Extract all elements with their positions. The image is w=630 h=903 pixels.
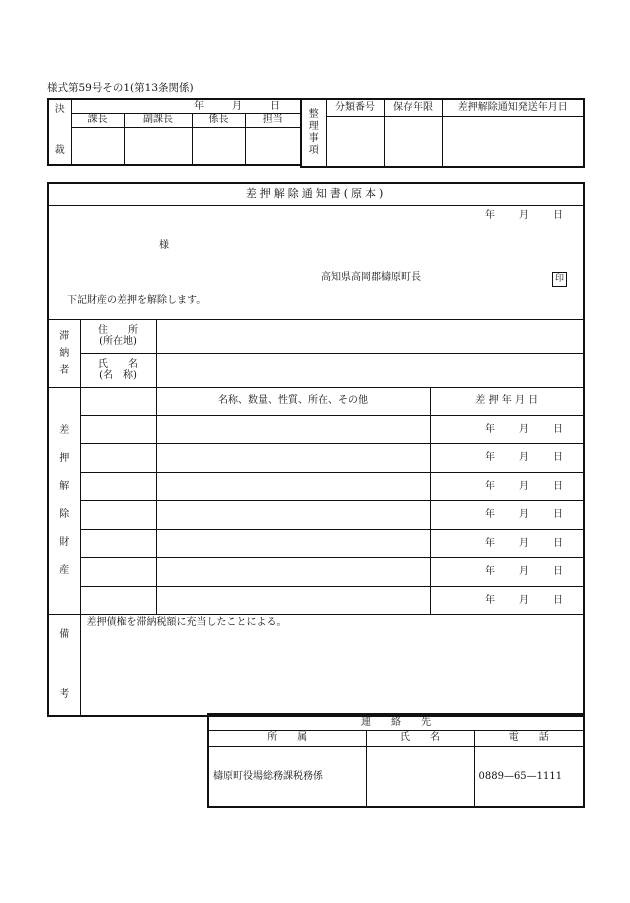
property-date-cell[interactable]: 年 月 日 [430, 415, 584, 444]
contact-header: 所 属 [208, 730, 366, 746]
contact-header: 氏 名 [366, 730, 474, 746]
approval-side-label: 決 裁 [48, 99, 71, 165]
property-desc-cell[interactable] [156, 472, 430, 501]
notice-body-text: 下記財産の差押を解除します。 [67, 294, 207, 306]
property-date-cell[interactable]: 年 月 日 [430, 558, 584, 587]
notice-title: 差押解除通知書(原本) [48, 183, 584, 205]
remarks-field[interactable]: 差押債権を滞納税額に充当したことによる。 [80, 615, 584, 716]
property-number-cell[interactable] [80, 415, 156, 444]
filing-cell[interactable] [442, 116, 584, 167]
form-number-label: 様式第59号その1(第13条関係) [47, 82, 194, 94]
issuer-name: 高知県高岡郡檮原町長 [321, 271, 421, 283]
table-row [48, 558, 584, 587]
filing-side-label: 整 理 事 項 [301, 99, 326, 167]
filing-header: 分類番号 [326, 99, 384, 116]
address-field[interactable] [156, 319, 584, 353]
table-row [48, 501, 584, 530]
contact-phone: 0889—65—1111 [474, 746, 584, 807]
role-label: 係長 [192, 113, 245, 127]
property-desc-cell[interactable] [156, 444, 430, 473]
property-date-header: 差 押 年 月 日 [430, 387, 584, 415]
table-row [48, 529, 584, 558]
stamp-box[interactable] [245, 127, 301, 165]
stamp-box[interactable] [192, 127, 245, 165]
address-label: 住 所 (所在地) [80, 319, 156, 353]
property-number-cell[interactable] [80, 472, 156, 501]
filing-header: 差押解除通知発送年月日 [442, 99, 584, 116]
property-number-cell[interactable] [80, 501, 156, 530]
filing-cell[interactable] [384, 116, 442, 167]
property-date-cell[interactable]: 年 月 日 [430, 444, 584, 473]
delinquent-side-label: 滞 納 者 [48, 319, 80, 387]
filing-table [300, 98, 585, 168]
role-label: 担当 [245, 113, 301, 127]
contact-header: 電 話 [474, 730, 584, 746]
remarks-side-label: 備 考 [48, 615, 80, 716]
property-date-cell[interactable]: 年 月 日 [430, 586, 584, 615]
table-row [48, 586, 584, 615]
property-number-cell[interactable] [80, 558, 156, 587]
property-date-cell[interactable]: 年 月 日 [430, 529, 584, 558]
stamp-box[interactable] [71, 127, 124, 165]
filing-cell[interactable] [326, 116, 384, 167]
property-number-cell[interactable] [80, 529, 156, 558]
addressee-suffix: 様 [159, 239, 169, 251]
property-number-cell[interactable] [80, 444, 156, 473]
approval-table [47, 98, 302, 166]
property-desc-header: 名称、数量、性質、所在、その他 [156, 387, 430, 415]
property-side-label: 差 押 解 除 財 産 [48, 387, 80, 615]
table-row [48, 444, 584, 473]
role-label: 課長 [71, 113, 124, 127]
property-number-cell[interactable] [80, 586, 156, 615]
stamp-box[interactable] [124, 127, 192, 165]
role-label: 副課長 [124, 113, 192, 127]
contact-table [207, 713, 585, 808]
name-label: 氏 名 (名 称) [80, 353, 156, 387]
notice-form [47, 182, 585, 717]
property-desc-cell[interactable] [156, 558, 430, 587]
property-date-cell[interactable]: 年 月 日 [430, 472, 584, 501]
property-desc-cell[interactable] [156, 586, 430, 615]
property-number-header [80, 387, 156, 415]
approval-date: 年 月 日 [71, 99, 301, 113]
property-desc-cell[interactable] [156, 501, 430, 530]
contact-title: 連 絡 先 [208, 714, 584, 730]
property-desc-cell[interactable] [156, 415, 430, 444]
contact-department: 檮原町役場総務課税務係 [208, 746, 366, 807]
filing-header: 保存年限 [384, 99, 442, 116]
property-date-cell[interactable]: 年 月 日 [430, 501, 584, 530]
property-desc-cell[interactable] [156, 529, 430, 558]
notice-header [48, 205, 584, 319]
contact-person[interactable] [366, 746, 474, 807]
seal-mark: 印 [552, 272, 567, 287]
notice-date: 年 月 日 [485, 209, 564, 221]
table-row [48, 472, 584, 501]
name-field[interactable] [156, 353, 584, 387]
table-row [48, 415, 584, 444]
